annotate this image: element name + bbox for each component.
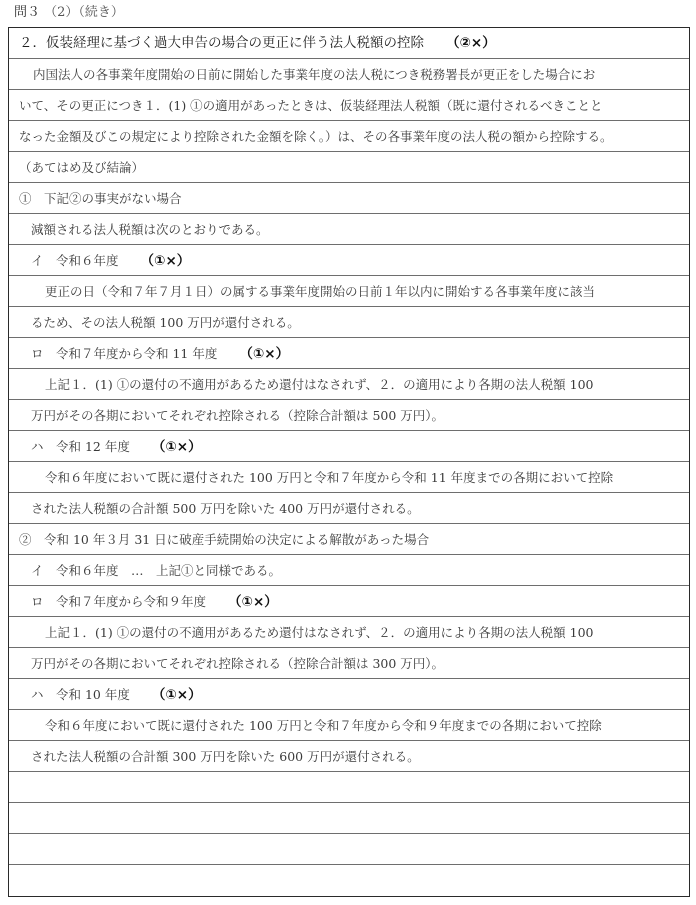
blank-answer-line [9,772,689,803]
grading-mark: （①×） [239,346,290,362]
blank-answer-line [9,865,689,896]
line-text: 令和６年度において既に還付された 100 万円と令和７年度から令和 11 年度までの各期において控除 [45,470,614,485]
line-text: るため、その法人税額 100 万円が還付される。 [31,315,300,330]
line-text: （あてはめ及び結論） [19,160,145,175]
answer-line [9,369,689,400]
line-text: 万円がその各期においてそれぞれ控除される（控除合計額は 300 万円）。 [31,656,445,671]
line-text: 令和６年度において既に還付された 100 万円と令和７年度から令和９年度までの各期において控除 [45,718,602,733]
line-text: ２．仮装経理に基づく過大申告の場合の更正に伴う法人税額の控除 （②×） [19,35,496,51]
blank-answer-line [9,834,689,865]
grading-mark: （①×） [151,439,202,455]
grading-mark: （①×） [151,687,202,703]
answer-line [9,183,689,214]
question-header [14,2,124,24]
answer-line [9,307,689,338]
line-text: 内国法人の各事業年度開始の日前に開始した事業年度の法人税につき税務署長が更正をした場合にお [33,67,596,82]
answer-line [9,648,689,679]
line-text: なった金額及びこの規定により控除された金額を除く。）は、その各事業年度の法人税の額から控除する。 [19,129,613,144]
question-number: 問３ [14,5,41,20]
line-text: された法人税額の合計額 300 万円を除いた 600 万円が還付される。 [31,749,420,764]
line-text: ロ 令和７年度から令和 11 年度 （①×） [31,346,290,362]
line-text: イ 令和６年度 … 上記①と同様である。 [31,563,282,578]
answer-line [9,741,689,772]
line-text: 上記１．(1) ①の還付の不適用があるため還付はなされず、２．の適用により各期の法人税額 100 [45,625,594,640]
answer-line [9,214,689,245]
grading-mark: （①×） [140,253,191,269]
answer-sheet [8,27,690,897]
answer-line [9,400,689,431]
answer-line [9,524,689,555]
answer-line [9,462,689,493]
grading-mark: （②×） [446,35,496,51]
answer-line [9,679,689,710]
answer-line [9,493,689,524]
grading-mark: （①×） [228,594,278,610]
answer-line [9,555,689,586]
line-text: イ 令和６年度 （①×） [31,253,191,269]
line-text: 更正の日（令和７年７月１日）の属する事業年度開始の日前１年以内に開始する各事業年度に該当 [45,284,596,299]
line-text: ハ 令和 12 年度 （①×） [31,439,202,455]
answer-line [9,586,689,617]
line-text: ① 下記②の事実がない場合 [19,191,182,206]
line-text: 万円がその各期においてそれぞれ控除される（控除合計額は 500 万円）。 [31,408,445,423]
line-text: された法人税額の合計額 500 万円を除いた 400 万円が還付される。 [31,501,420,516]
line-text: いて、その更正につき１．(1) ①の適用があったときは、仮装経理法人税額（既に還付されるべきことと [19,98,603,113]
answer-line [9,152,689,183]
line-text: ② 令和 10 年３月 31 日に破産手続開始の決定による解散があった場合 [19,532,430,547]
answer-line [9,338,689,369]
answer-line [9,245,689,276]
answer-line [9,28,689,59]
answer-line [9,276,689,307]
answer-line [9,617,689,648]
blank-answer-line [9,803,689,834]
answer-line [9,710,689,741]
answer-line [9,431,689,462]
answer-line [9,90,689,121]
line-text: 減額される法人税額は次のとおりである。 [31,222,269,237]
line-text: ハ 令和 10 年度 （①×） [31,687,202,703]
answer-line [9,59,689,90]
line-text: 上記１．(1) ①の還付の不適用があるため還付はなされず、２．の適用により各期の法人税額 100 [45,377,594,392]
answer-line [9,121,689,152]
line-text: ロ 令和７年度から令和９年度 （①×） [31,594,278,610]
question-subpart: （2）（続き） [44,5,124,20]
